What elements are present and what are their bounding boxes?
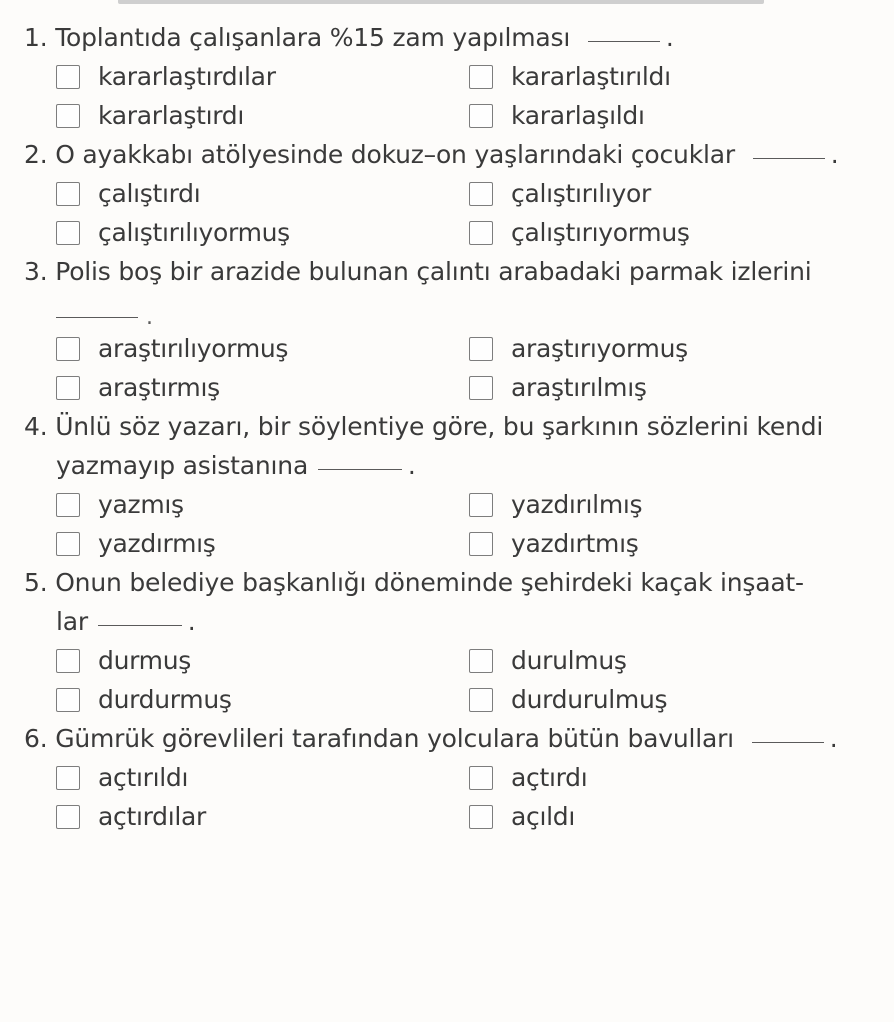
checkbox[interactable]: [469, 104, 493, 128]
question-3-options: [0, 329, 894, 407]
option-label: çalıştırıyormuş: [511, 218, 690, 247]
option-3b[interactable]: [469, 329, 849, 368]
question-4-text: [0, 407, 894, 446]
option-5d[interactable]: [469, 680, 849, 719]
option-3d[interactable]: [469, 368, 849, 407]
question-6-text: [0, 719, 894, 758]
question-end: .: [830, 140, 839, 169]
option-label: çalıştırdı: [98, 179, 201, 208]
option-label: durulmuş: [511, 646, 627, 675]
option-3a[interactable]: [56, 329, 469, 368]
question-end: .: [829, 724, 838, 753]
option-label: durdurmuş: [98, 685, 232, 714]
option-2a[interactable]: [56, 174, 469, 213]
question-number: 5.: [24, 568, 48, 597]
question-2: [0, 135, 894, 252]
top-divider: [118, 0, 764, 4]
checkbox[interactable]: [469, 221, 493, 245]
question-4-text-cont: [0, 446, 894, 485]
option-6b[interactable]: [469, 758, 849, 797]
option-1a[interactable]: [56, 57, 469, 96]
question-prompt: Gümrük görevlileri tarafından yolculara bütün bavulları: [55, 724, 734, 753]
answer-blank: [98, 625, 182, 626]
question-prompt: Ünlü söz yazarı, bir söylentiye göre, bu şarkının sözlerini kendi: [55, 412, 824, 441]
checkbox[interactable]: [56, 65, 80, 89]
answer-blank: [318, 469, 402, 470]
checkbox[interactable]: [56, 688, 80, 712]
option-1c[interactable]: [56, 96, 469, 135]
checkbox[interactable]: [469, 182, 493, 206]
question-number: 6.: [24, 724, 48, 753]
option-1b[interactable]: [469, 57, 849, 96]
checkbox[interactable]: [56, 493, 80, 517]
option-label: açtırdılar: [98, 802, 207, 831]
option-3c[interactable]: [56, 368, 469, 407]
question-number: 4.: [24, 412, 48, 441]
option-label: yazdırtmış: [511, 529, 639, 558]
option-6c[interactable]: [56, 797, 469, 836]
question-6: [0, 719, 894, 836]
question-prompt: Onun belediye başkanlığı döneminde şehirdeki kaçak inşaat-: [55, 568, 804, 597]
option-4d[interactable]: [469, 524, 849, 563]
question-5: [0, 563, 894, 719]
question-number: 3.: [24, 257, 48, 286]
question-number: 2.: [24, 140, 48, 169]
checkbox[interactable]: [469, 766, 493, 790]
question-1: [0, 18, 894, 135]
option-6d[interactable]: [469, 797, 849, 836]
option-5b[interactable]: [469, 641, 849, 680]
checkbox[interactable]: [56, 532, 80, 556]
question-end: .: [665, 23, 674, 52]
option-4b[interactable]: [469, 485, 849, 524]
option-label: kararlaşıldı: [511, 101, 645, 130]
option-label: kararlaştırdı: [98, 101, 245, 130]
option-label: yazdırmış: [98, 529, 216, 558]
question-3-text: [0, 252, 894, 291]
question-end: .: [187, 607, 196, 636]
option-label: yazdırılmış: [511, 490, 643, 519]
checkbox[interactable]: [469, 493, 493, 517]
question-5-text: [0, 563, 894, 602]
fill-in-exercise: [0, 18, 894, 836]
checkbox[interactable]: [56, 104, 80, 128]
option-label: kararlaştırıldı: [511, 62, 671, 91]
answer-blank: [588, 41, 660, 42]
question-end: .: [146, 305, 153, 330]
question-6-options: [0, 758, 894, 836]
option-2c[interactable]: [56, 213, 469, 252]
checkbox[interactable]: [56, 649, 80, 673]
option-1d[interactable]: [469, 96, 849, 135]
checkbox[interactable]: [469, 649, 493, 673]
checkbox[interactable]: [469, 65, 493, 89]
option-label: açıldı: [511, 802, 575, 831]
option-label: çalıştırılıyormuş: [98, 218, 290, 247]
option-label: kararlaştırdılar: [98, 62, 276, 91]
checkbox[interactable]: [56, 337, 80, 361]
question-4: [0, 407, 894, 563]
option-label: araştırmış: [98, 373, 220, 402]
option-label: araştırıyormuş: [511, 334, 688, 363]
option-4c[interactable]: [56, 524, 469, 563]
question-3-blank-line: [0, 291, 894, 329]
checkbox[interactable]: [469, 337, 493, 361]
question-2-text: [0, 135, 894, 174]
checkbox[interactable]: [469, 376, 493, 400]
question-prompt: Toplantıda çalışanlara %15 zam yapılması: [55, 23, 571, 52]
answer-blank: [753, 158, 825, 159]
question-4-options: [0, 485, 894, 563]
option-label: çalıştırılıyor: [511, 179, 652, 208]
option-label: açtırdı: [511, 763, 588, 792]
option-label: yazmış: [98, 490, 184, 519]
question-end: .: [407, 451, 416, 480]
option-4a[interactable]: [56, 485, 469, 524]
option-5a[interactable]: [56, 641, 469, 680]
question-2-options: [0, 174, 894, 252]
option-2b[interactable]: [469, 174, 849, 213]
question-1-options: [0, 57, 894, 135]
option-label: durdurulmuş: [511, 685, 668, 714]
question-prompt: Polis boş bir arazide bulunan çalıntı arabadaki parmak izlerini: [55, 257, 812, 286]
checkbox[interactable]: [56, 766, 80, 790]
question-prompt: O ayakkabı atölyesinde dokuz–on yaşlarındaki çocuklar: [55, 140, 735, 169]
option-2d[interactable]: [469, 213, 849, 252]
question-prompt-cont: yazmayıp asistanına: [56, 451, 309, 480]
option-5c[interactable]: [56, 680, 469, 719]
option-label: açtırıldı: [98, 763, 189, 792]
checkbox[interactable]: [56, 376, 80, 400]
question-1-text: [0, 18, 894, 57]
checkbox[interactable]: [56, 182, 80, 206]
option-6a[interactable]: [56, 758, 469, 797]
checkbox[interactable]: [56, 805, 80, 829]
option-label: durmuş: [98, 646, 191, 675]
checkbox[interactable]: [469, 805, 493, 829]
checkbox[interactable]: [56, 221, 80, 245]
question-5-text-cont: [0, 602, 894, 641]
option-label: araştırılıyormuş: [98, 334, 289, 363]
checkbox[interactable]: [469, 688, 493, 712]
answer-blank: [752, 742, 824, 743]
question-3: [0, 252, 894, 407]
checkbox[interactable]: [469, 532, 493, 556]
option-label: araştırılmış: [511, 373, 647, 402]
answer-blank: [56, 317, 138, 318]
question-5-options: [0, 641, 894, 719]
question-number: 1.: [24, 23, 48, 52]
question-prompt-cont: lar: [56, 607, 88, 636]
